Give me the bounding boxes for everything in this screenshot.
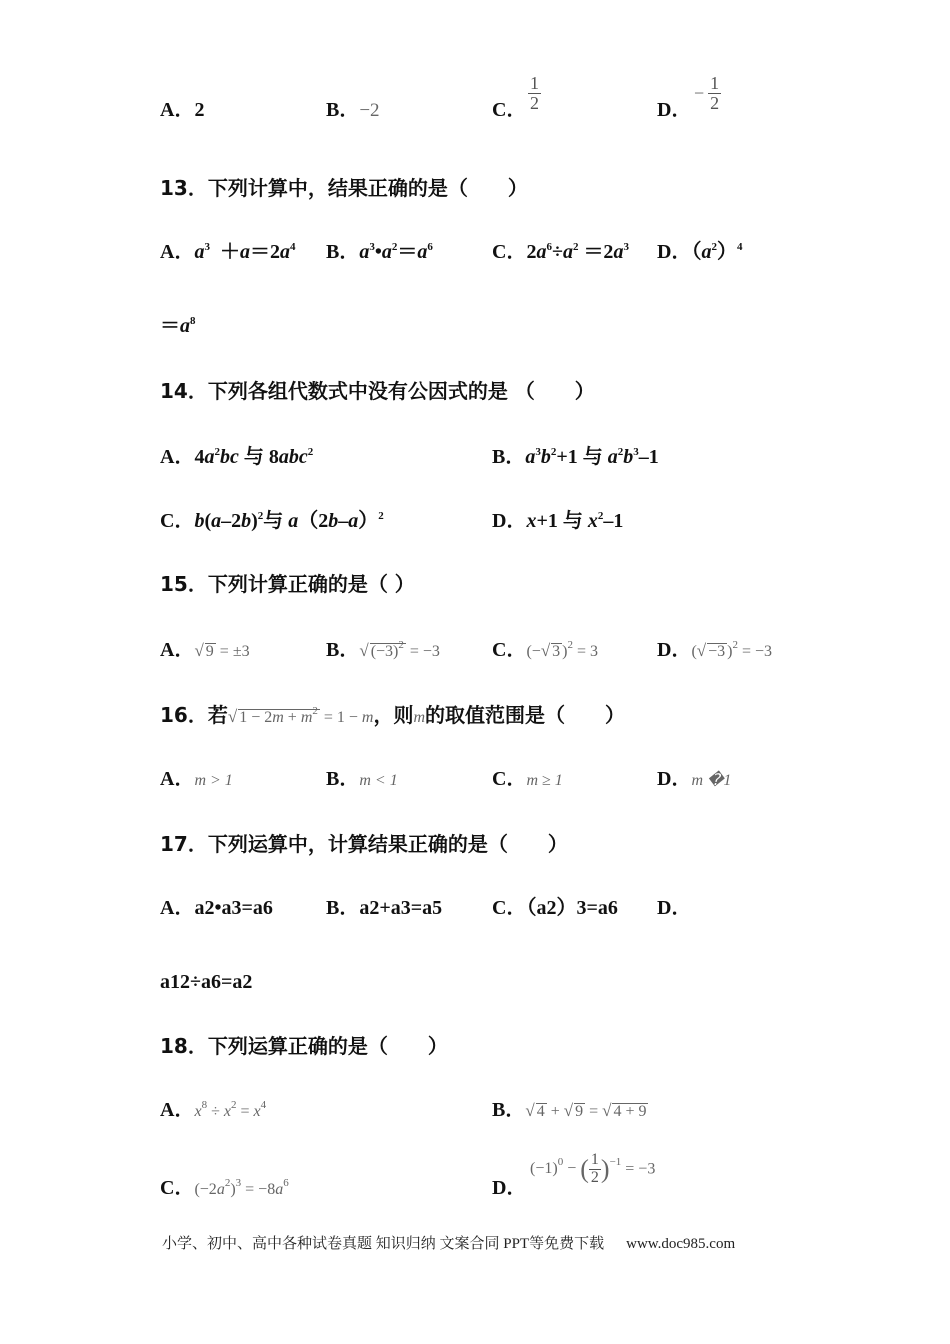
q14-option-a: A．$4a^2bc$ 与 8abc$^2$ — [160, 444, 314, 468]
q12-option-c — [492, 100, 526, 120]
option-label: B． — [326, 241, 360, 263]
option-label: D． — [657, 768, 692, 790]
fraction-denominator: 2 — [710, 92, 720, 113]
q14-stem: 14．下列各组代数式中没有公因式的是 （ ） — [160, 379, 595, 403]
q16-option-d — [657, 769, 731, 789]
math-expr: √ 9 = ±3 — [194, 641, 250, 660]
footer-site: www.doc985.com — [626, 1236, 736, 1252]
q18-option-d — [492, 1178, 526, 1198]
option-label: A． — [160, 241, 195, 263]
equals-sign: ＝ — [160, 315, 180, 337]
option-label: B． — [326, 639, 360, 661]
fraction-numerator: 1 — [710, 73, 720, 93]
negative-fraction — [694, 74, 721, 113]
option-label: D． — [657, 241, 692, 263]
math-expr: m ≥ 1 — [526, 772, 563, 789]
q13-stem: 13．下列计算中，结果正确的是（ ） — [160, 176, 528, 200]
math-expr: (√ −3 )$^2$ = −3 — [691, 639, 773, 660]
option-label: A． — [160, 768, 195, 790]
option-label: A． — [160, 446, 195, 468]
with-word: 与 — [243, 444, 264, 468]
q12-option-d — [657, 100, 691, 120]
q18-option-a — [160, 1100, 266, 1120]
q15-option-d — [657, 640, 772, 660]
q15-option-a — [160, 640, 250, 660]
q17-option-a: A．a2•a3=a6 — [160, 897, 273, 919]
q16-stem — [160, 705, 625, 726]
option-label: D． — [492, 1177, 527, 1199]
stem-start: 16．若 — [160, 703, 228, 727]
q17-option-b: B．a2+a3=a5 — [326, 897, 443, 919]
with-word: 与 — [562, 508, 583, 532]
q18-stem: 18．下列运算正确的是（ ） — [160, 1034, 448, 1058]
option-label: D． — [657, 99, 692, 121]
q15-option-c — [492, 640, 598, 660]
minus-sign: − — [694, 82, 705, 103]
q18-option-b — [492, 1100, 648, 1120]
q17-option-d-continued: a12÷a6=a2 — [160, 971, 253, 993]
q13-option-b: B．$a^3•a^2=a^6$ — [326, 241, 433, 263]
q17-option-c: C．（a2）3=a6 — [492, 897, 618, 919]
math-expr: √ $(-3)^2 = -3$ — [359, 639, 440, 660]
q14-option-d: D．x+1 与 $x^2-1$ — [492, 508, 624, 532]
q13-option-c: C．$2a^6\div a^2 =2a^3$ — [492, 241, 629, 263]
fraction-one-half — [528, 74, 541, 113]
math-expr: m �1 — [691, 772, 732, 789]
fraction-numerator: 1 — [530, 73, 539, 93]
option-label: D． — [492, 510, 527, 532]
math-expr: $(-2a^2)^3 = -8a^6$ — [194, 1177, 289, 1198]
math-expr: (−√ 3 )$^2$ = 3 — [526, 639, 599, 660]
option-label: C． — [492, 768, 527, 790]
q14-option-c: C．$b(a-2b)^2$与 $a(2b-a)^2$ — [160, 508, 384, 532]
with-word: 与 — [263, 508, 284, 532]
math-expr: $x^8 \div x^2 = x^4$ — [194, 1099, 267, 1120]
variable-m: m — [413, 709, 426, 726]
option-label: C． — [492, 99, 527, 121]
page-footer — [162, 1232, 735, 1253]
q16-option-b — [326, 769, 398, 789]
q18-option-d-expr: $(-1)^0$ − ( $\frac{1}{2}$ )$^{-1}$ = −3 — [530, 1151, 656, 1186]
math-expr: m > 1 — [194, 772, 233, 789]
q15-stem: 15．下列计算正确的是（ ） — [160, 572, 415, 596]
q12-option-a: A．2 — [160, 99, 205, 121]
q13-option-d: D．$(a^2)^4$ — [657, 241, 743, 263]
option-label: B． — [492, 446, 526, 468]
stem-mid: ，则 — [373, 703, 414, 727]
option-label: C． — [160, 1177, 195, 1199]
q13-option-a: A．$a^3 +a=2a^4$ — [160, 241, 296, 263]
stem-end: 的取值范围是（ ） — [425, 703, 626, 727]
option-label: D． — [657, 639, 692, 661]
q17-stem: 17．下列运算中，计算结果正确的是（ ） — [160, 832, 568, 856]
option-label: B． — [326, 768, 360, 790]
q18-option-c — [160, 1178, 289, 1198]
q13-option-d-continued: $=a^8$ — [160, 315, 196, 337]
option-label: B． — [326, 99, 360, 121]
math-expr: √ 4 + √ 9 = √ 4 + 9 — [525, 1101, 647, 1120]
q14-option-b: B．$a^3b^2+1$ 与 $a^2b^3-1$ — [492, 444, 659, 468]
q16-option-c — [492, 769, 563, 789]
math-expr: m < 1 — [359, 772, 398, 789]
q16-option-a — [160, 769, 233, 789]
fraction-denominator: 2 — [530, 92, 539, 113]
math-expr: −2 — [359, 100, 380, 121]
q12-option-b — [326, 100, 380, 120]
footer-text: 小学、初中、高中各种试卷真题 知识归纳 文案合同 PPT等免费下载 — [162, 1236, 605, 1252]
math-expr: √ $1 - 2m + m^2 = 1 - m$ — [227, 705, 374, 726]
option-label: C． — [492, 241, 527, 263]
option-label: B． — [492, 1099, 526, 1121]
q15-option-b — [326, 640, 440, 660]
option-label: A． — [160, 639, 195, 661]
option-label: C． — [492, 639, 527, 661]
with-word: 与 — [582, 444, 603, 468]
option-label: C． — [160, 510, 195, 532]
q17-option-d: D． — [657, 897, 692, 919]
option-label: A． — [160, 1099, 195, 1121]
